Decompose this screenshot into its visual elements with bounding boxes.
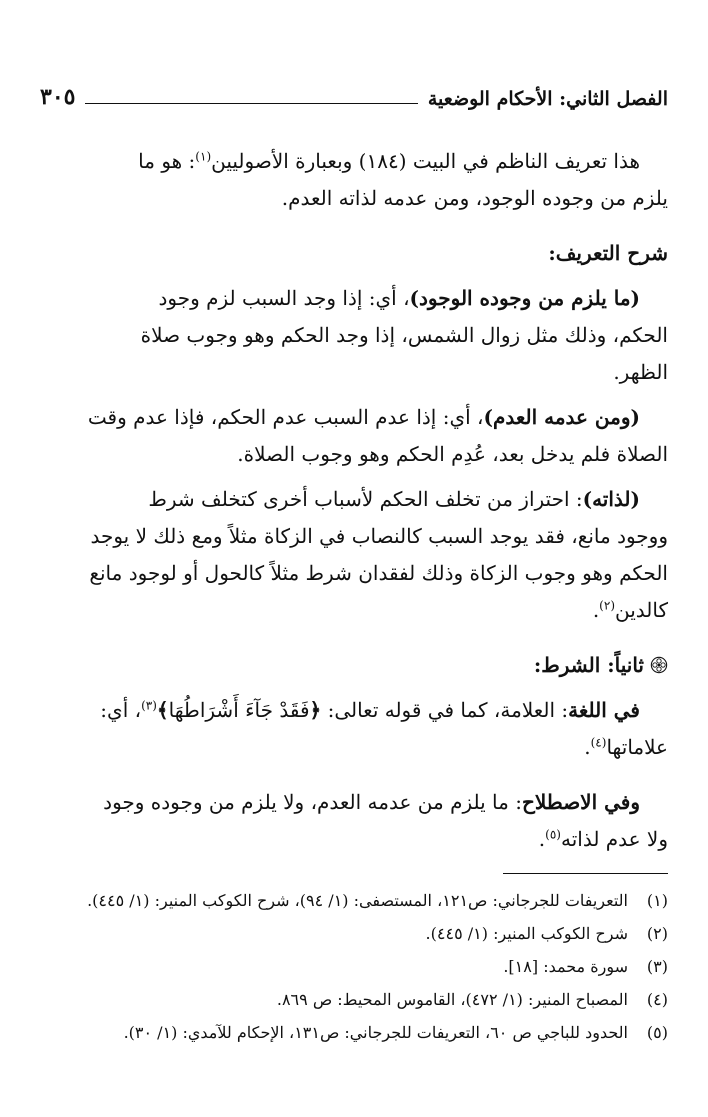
footnote-number: (٢) [646, 924, 668, 943]
paragraph-existence [40, 280, 668, 317]
paragraph-existence-l2: الحكم، وذلك مثل زوال الشمس، إذا وجد الحكم وهو وجوب صلاة [140, 323, 668, 347]
footnote-ref-4[interactable]: (٤) [590, 735, 607, 750]
footnote-item [40, 950, 668, 983]
footnote-ref-2[interactable]: (٢) [599, 598, 615, 613]
text-run: ، أي: [100, 698, 142, 722]
footnote-number: (٥) [646, 1023, 668, 1042]
heading-text: ثانياً: الشرط: [533, 653, 644, 677]
text-run: : ما يلزم من عدمه العدم، ولا يلزم من وجوده وجود [103, 790, 522, 814]
footnote-item [40, 917, 668, 950]
footnote-text: سورة محمد: [١٨]. [503, 957, 628, 976]
term-bold: (ما يلزم من وجوده الوجود) [409, 286, 640, 310]
text-run: : العلامة، كما في قوله تعالى: [321, 698, 569, 722]
footnote-ref-1[interactable]: (١) [195, 149, 212, 164]
footnote-text: الحدود للباجي ص ٦٠، التعريفات للجرجاني: ص١٣١، الإحكام للآمدي: (١/ ٣٠). [123, 1023, 628, 1042]
footnote-text: التعريفات للجرجاني: ص١٢١، المستصفى: (١/ ٩٤)، شرح الكوكب المنير: (١/ ٤٤٥). [87, 891, 628, 910]
paragraph-existence-l3: الظهر. [613, 360, 668, 384]
section-heading-condition [40, 647, 668, 684]
text-run: : هو ما [138, 149, 196, 173]
page-number: ٣٠٥ [40, 84, 76, 110]
chapter-title: الفصل الثاني: الأحكام الوضعية [427, 88, 668, 110]
footnote-ref-5[interactable]: (٥) [545, 827, 561, 842]
paragraph-technical [40, 784, 668, 821]
quran-bracket-open: ﴿ [309, 698, 322, 722]
footnote-text: شرح الكوكب المنير: (١/ ٤٤٥). [425, 924, 628, 943]
footnote-text: المصباح المنير: (١/ ٤٧٢)، القاموس المحيط: ص ٨٦٩. [276, 990, 628, 1009]
section-heading-explanation: شرح التعريف: [548, 241, 668, 265]
term-bold: وفي الاصطلاح [521, 790, 640, 814]
term-bold: (ومن عدمه العدم) [483, 405, 640, 429]
quran-verse: فَقَدْ جَآءَ أَشْرَاطُهَا [168, 698, 310, 722]
footnote-ref-3[interactable]: (٣) [141, 698, 157, 713]
paragraph-linguistic [40, 692, 668, 729]
footnote-item [40, 983, 668, 1016]
paragraph-essence [40, 481, 668, 518]
paragraph-definition-cont: يلزم من وجوده الوجود، ومن عدمه لذاته العدم. [281, 186, 668, 210]
footnote-item [40, 884, 668, 917]
text-run: كالدين [615, 598, 668, 622]
paragraph-essence-l3: الحكم وهو وجوب الزكاة وذلك لفقدان شرط مثلاً كالحول أو لوجود مانع [89, 561, 668, 585]
term-bold: في اللغة [568, 698, 640, 722]
quran-bracket-close: ﴾ [156, 698, 169, 722]
running-header [40, 80, 668, 110]
footnote-number: (١) [646, 891, 668, 910]
text-run: ، أي: إذا وجد السبب لزم وجود [158, 286, 410, 310]
term-bold: (لذاته) [582, 487, 640, 511]
paragraph-essence-l4 [40, 592, 668, 629]
text-run: . [592, 598, 600, 622]
footnote-item [40, 1016, 668, 1049]
main-text [40, 143, 668, 858]
text-run: . [584, 735, 591, 759]
paragraph-linguistic-l2 [40, 729, 668, 766]
text-run: علاماتها [606, 735, 668, 759]
footnotes [40, 884, 668, 1049]
text-run: ، أي: إذا عدم السبب عدم الحكم، فإذا عدم وقت [87, 405, 484, 429]
footnote-number: (٣) [646, 957, 668, 976]
paragraph-nonexistence-l2: الصلاة فلم يدخل بعد، عُدِم الحكم وهو وجوب الصلاة. [237, 442, 668, 466]
text-run: ولا عدم لذاته [560, 827, 668, 851]
text-run: : احتراز من تخلف الحكم لأسباب أخرى كتخلف شرط [148, 487, 583, 511]
flower-icon [650, 656, 668, 674]
paragraph-essence-l2: ووجود مانع، فقد يوجد السبب كالنصاب في الزكاة مثلاً ومع ذلك لا يوجد [90, 524, 668, 548]
text-run: هذا تعريف الناظم في البيت (١٨٤) وبعبارة الأصوليين [211, 149, 640, 173]
text-run: . [538, 827, 546, 851]
footnote-number: (٤) [646, 990, 668, 1009]
header-rule [85, 103, 417, 104]
paragraph-nonexistence [40, 399, 668, 436]
footnote-separator [503, 873, 668, 874]
paragraph-technical-l2 [40, 821, 668, 858]
paragraph-definition [40, 143, 668, 180]
